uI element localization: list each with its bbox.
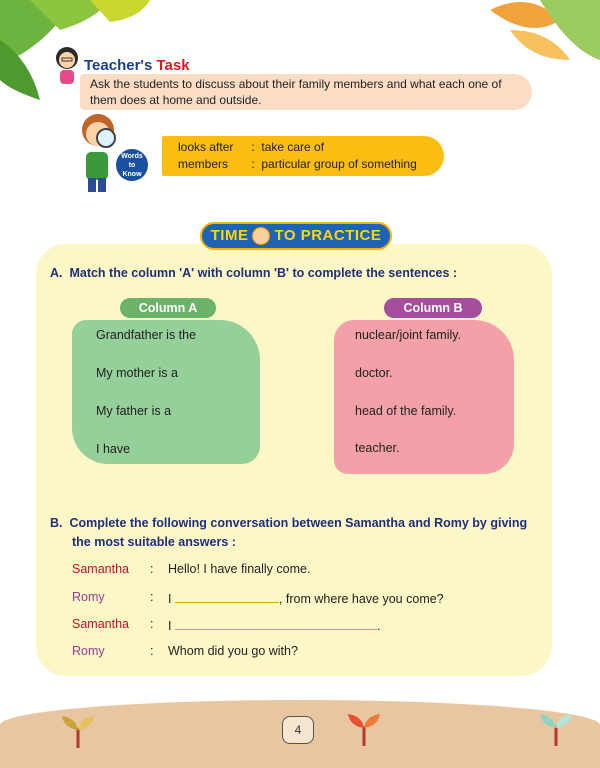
question-b — [50, 514, 527, 533]
line-colon: : — [150, 562, 154, 576]
plant-icon — [538, 710, 574, 746]
column-a-item: My father is a — [96, 404, 172, 418]
question-b-text-line2: the most suitable answers : — [72, 535, 236, 549]
banner-part2: TO PRACTICE — [274, 227, 382, 244]
word-meaning: take care of — [261, 140, 325, 154]
question-b-label: B. — [50, 516, 63, 530]
badge-line-2: to — [128, 162, 136, 169]
question-b-text-line1: Complete the following conversation between Samantha and Romy by giving — [69, 516, 528, 530]
speaker-romy: Romy — [72, 590, 105, 604]
speaker-samantha: Samantha — [72, 562, 129, 576]
teachers-task-title — [84, 57, 190, 74]
teacher-avatar-icon — [54, 46, 80, 86]
page-number: 4 — [282, 716, 314, 744]
line-colon: : — [150, 590, 154, 604]
line-with-blank — [168, 590, 444, 606]
column-b-item: doctor. — [355, 366, 393, 380]
speaker-romy: Romy — [72, 644, 105, 658]
badge-line-3: Know — [122, 171, 142, 178]
column-a-item: Grandfather is the — [96, 328, 197, 342]
word-row — [178, 157, 417, 171]
line-post: . — [376, 619, 381, 633]
column-a-header: Column A — [120, 298, 216, 318]
line-with-blank — [168, 617, 380, 633]
line-pre: I — [168, 592, 172, 606]
question-a-text: Match the column 'A' with column 'B' to complete the sentences : — [69, 266, 458, 280]
answer-blank-2[interactable] — [175, 617, 377, 630]
word-colon: : — [251, 157, 255, 171]
time-to-practice-banner — [200, 222, 392, 250]
plant-icon — [60, 712, 96, 748]
answer-blank-1[interactable] — [175, 590, 279, 603]
plant-icon — [346, 710, 382, 746]
teachers-task-text: Ask the students to discuss about their family members and what each one of them does at home and outside. — [90, 77, 502, 107]
line-pre: I — [168, 619, 172, 633]
line-post: , from where have you come? — [278, 592, 444, 606]
column-b-item: head of the family. — [355, 404, 457, 418]
speaker-samantha: Samantha — [72, 617, 129, 631]
girl-face-icon — [252, 227, 270, 245]
column-b-item: nuclear/joint family. — [355, 328, 462, 342]
question-a — [50, 264, 457, 283]
word-colon: : — [251, 140, 255, 154]
word-row — [178, 140, 324, 154]
teachers-task-title-part1: Teacher's — [84, 57, 153, 74]
word-term: looks after — [178, 140, 234, 154]
line-colon: : — [150, 617, 154, 631]
column-a-item: I have — [96, 442, 131, 456]
line-text: Whom did you go with? — [168, 644, 298, 658]
teachers-task-title-part2: Task — [156, 57, 190, 74]
words-to-know-badge — [116, 149, 148, 181]
banner-part1: TIME — [210, 227, 249, 244]
question-a-label: A. — [50, 266, 63, 280]
badge-line-1: Words — [121, 153, 143, 160]
column-a-item: My mother is a — [96, 366, 178, 380]
column-b-item: teacher. — [355, 441, 400, 455]
leaves-top-right — [470, 0, 600, 70]
line-text: Hello! I have finally come. — [168, 562, 311, 576]
column-b-header: Column B — [384, 298, 482, 318]
line-colon: : — [150, 644, 154, 658]
word-meaning: particular group of something — [261, 157, 417, 171]
word-term: members — [178, 157, 229, 171]
